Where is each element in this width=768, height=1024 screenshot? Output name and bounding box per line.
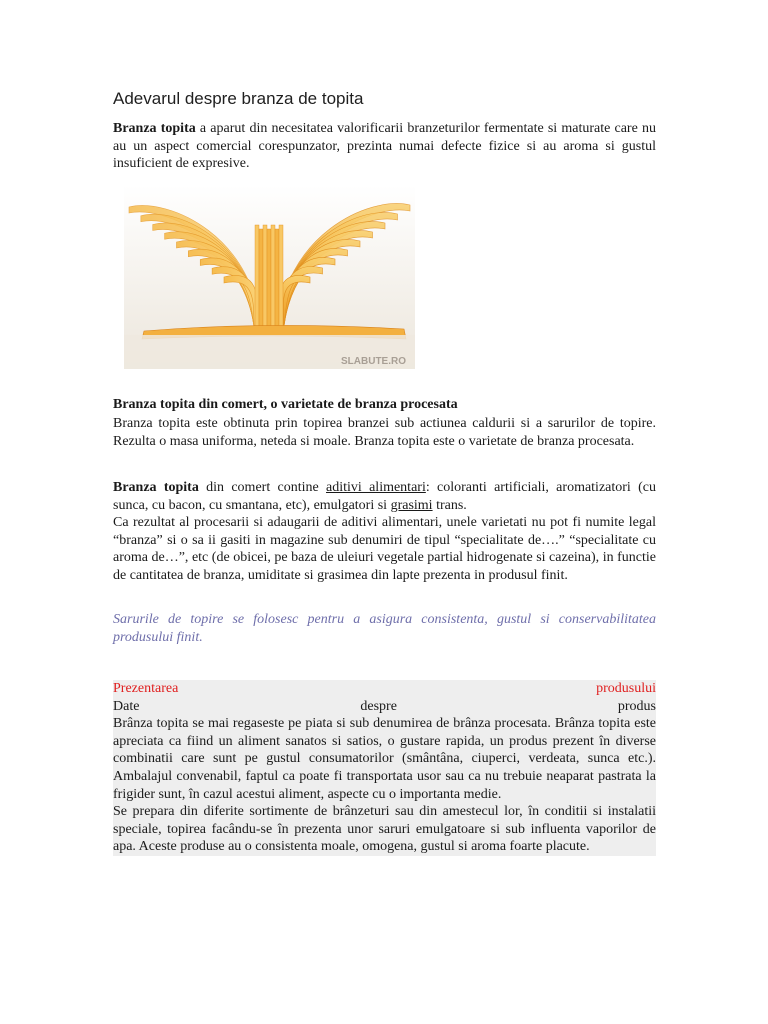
section2-paragraph — [113, 479, 656, 585]
section2-bold-term: Branza topita — [113, 480, 199, 495]
section2-text-a: din comert contine — [198, 480, 327, 495]
grasimi-link[interactable]: grasimi — [390, 497, 433, 513]
intro-paragraph — [113, 120, 656, 173]
presentation-subheading: Date despre produs — [113, 698, 656, 714]
presentation-heading: Prezentarea produsului — [113, 681, 656, 696]
section1-heading: Branza topita din comert, o varietate de branza procesata — [113, 397, 458, 412]
cheese-slice-center — [279, 225, 283, 335]
page-title: Adevarul despre branza de topita — [113, 89, 364, 108]
intro-bold-term: Branza topita — [113, 121, 196, 136]
aditivi-alimentari-link[interactable]: aditivi alimentari — [326, 480, 426, 495]
presentation-text-1: Brânza topita se mai regaseste pe piata si sub denumirea de brânza procesata. Brânza topita este apreciata ca fiind un aliment sanatos si satios, o gustare rapida, un produs prezent în diverse combinatii care sunt pe gustul consumatorilor (smântâna, ciuperci, verdeata, sunca etc.). Ambalajul convenabil, faptul ca poate fi transportata usor sau ca nu trebuie neaparat pastrata la frigider sunt, în cazul acestui aliment, aspecte cu o importanta medie. — [113, 716, 656, 802]
cheese-slice-center — [259, 229, 263, 335]
section2-text-b: : coloranti artificiali, aromatizatori (cu sunca, cu bacon, cu smantana, etc), emulgatori si — [113, 480, 656, 513]
section1-paragraph: Branza topita este obtinuta prin topirea branzei sub actiunea caldurii si a sarurilor de topire. Rezulta o masa uniforma, neteda si moale. Branza topita este o varietate de branza procesata. — [113, 416, 656, 449]
pull-quote: Sarurile de topire se folosesc pentru a asigura consistenta, gustul si conservabilitatea produsului finit. — [113, 612, 656, 645]
presentation-text-2: Se prepara din diferite sortimente de brânzeturi sau din amestecul lor, în conditii si instalatii speciale, topirea facându-se în prezenta unor saruri emulgatoare si sub influenta vaporilor de apa. Aceste produse au o consistenta moale, omogena, gustul si aroma foarte placute. — [113, 804, 656, 855]
cheese-slice-center — [271, 225, 275, 335]
cheese-slices-illustration — [124, 185, 415, 369]
presentation-block — [113, 680, 656, 856]
cheese-slice-center — [255, 225, 259, 335]
section2-text-c: trans. — [432, 497, 467, 513]
image-watermark: SLABUTE.RO — [341, 356, 406, 367]
cheese-slice-center — [267, 229, 271, 335]
cheese-slice-center — [263, 225, 267, 335]
cheese-slices-image — [124, 185, 415, 369]
section2-text-d: Ca rezultat al procesarii si adaugarii de aditivi alimentari, unele varietati nu pot fi numite legal “branza” si o sa ii gasiti in magazine sub denumiri de tipul “specialitate de….” “specialitate cu aroma de…”, etc (de obicei, pe baza de uleiuri vegetale partial hidrogenate si cazeina), in functie de cantitatea de branza, umiditate si grasimea din lapte prezenta in produsul finit. — [113, 515, 656, 583]
cheese-slice-center — [275, 229, 279, 335]
intro-text: a aparut din necesitatea valorificarii branzeturilor fermentate si maturate care nu au un aspect comercial corespunzator, prezinta numai defecte fizice si au aroma si gustul insuficient de expresive. — [113, 121, 656, 172]
